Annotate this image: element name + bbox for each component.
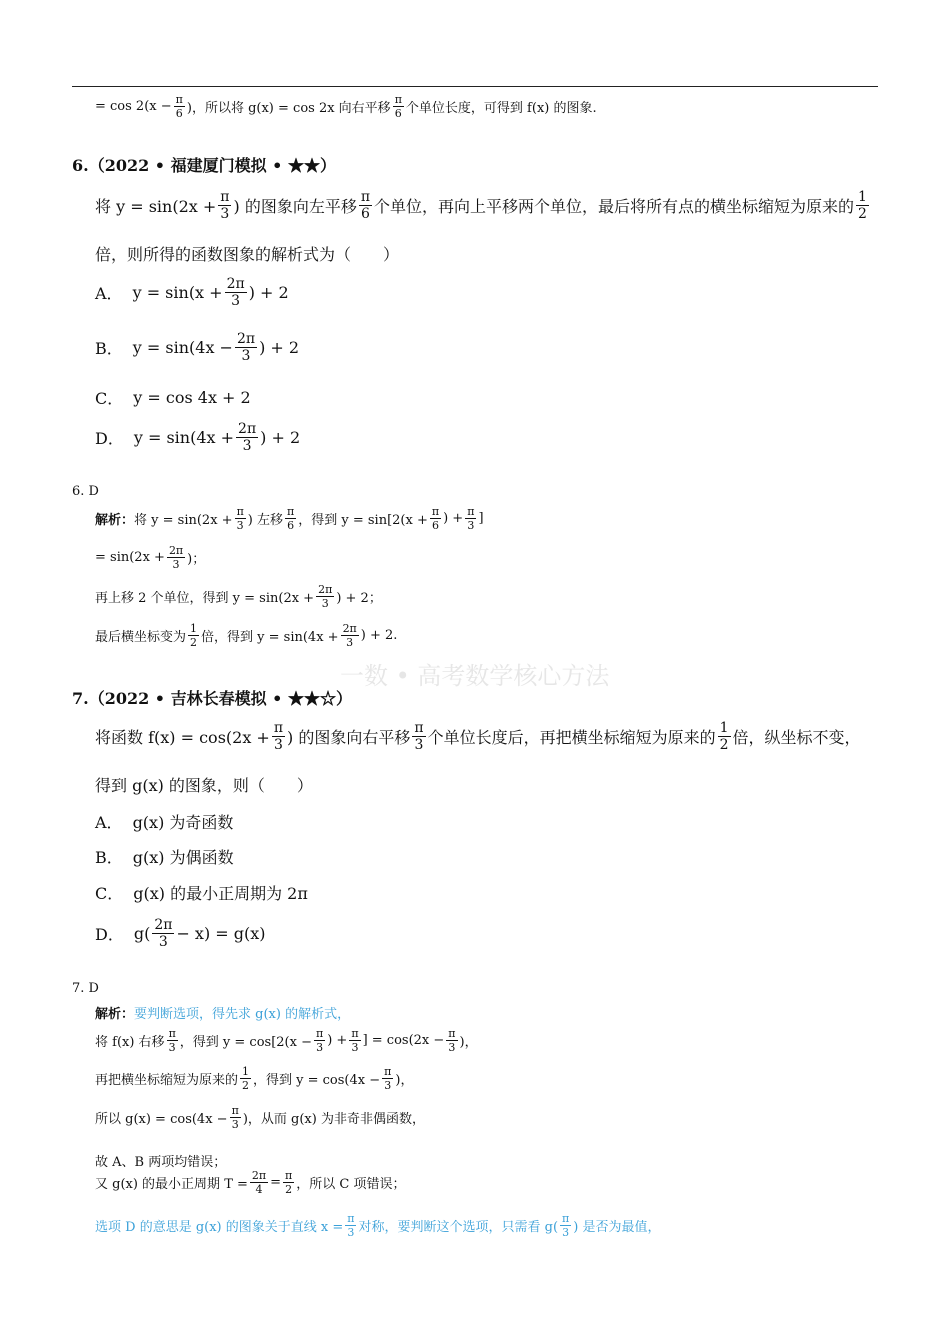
frac-den: 3 <box>346 636 354 649</box>
fraction <box>430 506 441 531</box>
text: y = sin(4x − <box>132 338 233 357</box>
frac-den: 3 <box>242 438 252 454</box>
q7-stem-line2: 得到 g(x) 的图象，则（ ） <box>95 776 313 795</box>
text: ，得到 y = cos[2(x − <box>179 1035 312 1050</box>
fraction <box>167 1028 178 1053</box>
frac-den: 3 <box>231 293 241 309</box>
frac-num: π <box>394 93 402 106</box>
text: g(x) 为奇函数 <box>132 813 234 832</box>
option-label: B． <box>95 848 123 867</box>
text: 个单位，再向上平移两个单位，最后将所有点的横坐标缩短为原来的 <box>374 197 855 216</box>
text: 倍，纵坐标不变， <box>732 728 861 747</box>
text: = sin(2x + <box>95 550 165 565</box>
fraction <box>382 1066 393 1091</box>
text: 倍，得到 y = sin(4x + <box>201 630 339 645</box>
frac-num: 1 <box>719 720 729 736</box>
frac-num: π <box>347 1212 355 1225</box>
text: 将 y = sin(2x + <box>134 513 233 528</box>
frac-num: π <box>220 189 230 205</box>
fraction <box>856 190 869 221</box>
frac-num: 2π <box>154 917 173 933</box>
q6-option-c <box>95 386 251 409</box>
fraction <box>272 721 285 752</box>
frac-num: 2π <box>168 544 184 557</box>
frac-den: 3 <box>316 1041 324 1054</box>
frac-den: 6 <box>394 107 402 120</box>
text: ) + 2 <box>260 428 301 447</box>
text: g(x) 的最小正周期为 2π <box>133 884 308 903</box>
text: y = sin(x + <box>132 283 223 302</box>
frac-num: π <box>236 505 244 518</box>
fraction <box>250 1170 268 1195</box>
text: y = cos 4x + 2 <box>133 388 251 407</box>
frac-den: 3 <box>273 737 283 753</box>
fraction <box>188 623 199 648</box>
text: 再把横坐标缩短为原来的 <box>95 1073 239 1088</box>
solution-label: 解析： <box>95 513 135 528</box>
text: ) + 2 <box>248 283 289 302</box>
frac-den: 3 <box>321 597 329 610</box>
frac-num: 2π <box>236 331 256 347</box>
frac-num: π <box>562 1212 570 1225</box>
frac-den: 3 <box>562 1226 570 1239</box>
option-label: C． <box>95 884 124 903</box>
text: 个单位长度后，再把横坐标缩短为原来的 <box>427 728 716 747</box>
frac-num: π <box>231 1104 239 1117</box>
fraction <box>359 190 372 221</box>
text: ) + 2 <box>259 338 300 357</box>
frac-den: 6 <box>287 519 295 532</box>
frac-den: 3 <box>448 1041 456 1054</box>
frac-num: π <box>285 1169 293 1182</box>
fraction <box>167 545 185 570</box>
top-rule <box>72 86 878 87</box>
frac-den: 6 <box>360 206 370 222</box>
frac-den: 2 <box>242 1079 250 1092</box>
option-label: D． <box>95 925 124 944</box>
fraction <box>285 506 296 531</box>
text: ) 左移 <box>247 513 284 528</box>
q7-option-c <box>95 881 308 904</box>
frac-den: 2 <box>719 737 729 753</box>
frac-num: 2π <box>251 1169 267 1182</box>
frac-den: 3 <box>347 1226 355 1239</box>
q6-option-a <box>95 277 289 308</box>
text: 所以 g(x) = cos(4x − <box>95 1112 228 1127</box>
frac-den: 3 <box>351 1041 359 1054</box>
fraction <box>465 506 476 531</box>
option-label: A． <box>95 284 123 303</box>
fraction <box>412 721 425 752</box>
fraction <box>393 94 404 119</box>
frac-num: 2π <box>238 421 257 437</box>
q6-solution-line3 <box>95 584 382 609</box>
option-label: D． <box>95 429 124 448</box>
text: )， <box>395 1073 414 1088</box>
text: ，得到 y = sin[2(x + <box>298 513 428 528</box>
solution-label: 解析： <box>95 1007 135 1022</box>
watermark: 一数 • 高考数学核心方法 <box>340 662 610 690</box>
frac-den: 3 <box>384 1079 392 1092</box>
fraction <box>240 1066 251 1091</box>
q6-solution-line4 <box>95 623 397 648</box>
q7-solution-line5 <box>95 1170 405 1195</box>
q6-option-b <box>95 332 299 363</box>
text: g( <box>133 924 151 943</box>
q7-solution-line6 <box>95 1213 660 1238</box>
text: )，从而 g(x) 为非奇非偶函数， <box>242 1112 425 1127</box>
q6-solution-line1 <box>95 506 484 531</box>
frac-den: 3 <box>236 519 244 532</box>
text: ) + <box>327 1033 348 1048</box>
fraction <box>225 277 247 308</box>
frac-num: π <box>175 93 183 106</box>
text: ) 的图象向右平移 <box>287 728 411 747</box>
q6-solution-line2 <box>95 545 205 570</box>
fraction <box>235 506 246 531</box>
frac-num: 2π <box>342 622 357 635</box>
text: )， <box>459 1035 478 1050</box>
frac-num: π <box>168 1027 176 1040</box>
fraction <box>236 422 258 453</box>
text: ] = cos(2x − <box>362 1033 445 1048</box>
text: y = sin(4x + <box>133 428 235 447</box>
frac-den: 2 <box>285 1183 293 1196</box>
q7-solution-line4: 故 A、B 两项均错误； <box>95 1155 227 1170</box>
text: ) 是否为最值， <box>573 1220 661 1235</box>
frac-den: 3 <box>168 1041 176 1054</box>
q6-answer: 6. D <box>72 484 99 499</box>
text: ，得到 y = cos(4x − <box>253 1073 381 1088</box>
frac-num: 1 <box>190 622 198 635</box>
frac-num: π <box>431 505 440 518</box>
frac-num: π <box>351 1027 359 1040</box>
frac-num: π <box>467 505 475 518</box>
text: ) + 2. <box>360 628 398 643</box>
frac-den: 3 <box>241 348 251 364</box>
q6-header: 6.（2022 • 福建厦门模拟 • ★★） <box>72 156 336 175</box>
q7-header: 7.（2022 • 吉林长春模拟 • ★★☆） <box>72 689 352 708</box>
fraction <box>314 1028 325 1053</box>
fraction <box>349 1028 360 1053</box>
q6-stem-line1 <box>95 190 871 221</box>
q7-solution-hint <box>95 1003 350 1022</box>
frac-num: π <box>448 1027 456 1040</box>
q6-stem-line2: 倍，则所得的函数图象的解析式为（ ） <box>95 245 400 264</box>
prev-solution-line <box>95 94 597 119</box>
frac-num: 2π <box>318 583 333 596</box>
frac-num: π <box>360 189 371 205</box>
fraction <box>235 332 257 363</box>
text: ] <box>478 511 484 526</box>
fraction <box>560 1213 571 1238</box>
frac-den: 3 <box>414 737 424 753</box>
fraction <box>218 190 231 221</box>
fraction <box>341 623 359 648</box>
text: 最后横坐标变为 <box>95 630 187 645</box>
q7-solution-line1 <box>95 1028 478 1053</box>
q7-solution-line2 <box>95 1066 413 1091</box>
text: − x) = g(x) <box>176 924 266 943</box>
fraction <box>283 1170 294 1195</box>
q7-option-b <box>95 845 234 868</box>
text: 将 f(x) 右移 <box>95 1035 165 1050</box>
option-label: B． <box>95 339 123 358</box>
text: ) + 2； <box>336 591 382 606</box>
frac-den: 3 <box>172 558 180 571</box>
q7-answer: 7. D <box>72 981 99 996</box>
fraction <box>230 1105 241 1130</box>
text: )，所以将 g(x) = cos 2x 向右平移 <box>186 101 391 116</box>
text: 将 y = sin(2x + <box>95 197 217 216</box>
q7-option-a <box>95 810 233 833</box>
text: 个单位长度，可得到 f(x) 的图象. <box>405 101 597 116</box>
frac-num: 1 <box>242 1065 250 1078</box>
text: ) + <box>443 511 464 526</box>
fraction <box>174 94 185 119</box>
text: 又 g(x) 的最小正周期 T = <box>95 1177 248 1192</box>
text: 选项 D 的意思是 g(x) 的图象关于直线 x = <box>95 1220 344 1235</box>
frac-num: π <box>287 505 295 518</box>
option-label: C． <box>95 389 124 408</box>
q7-option-d <box>95 918 266 949</box>
text: 对称，要判断这个选项，只需看 g( <box>358 1220 559 1235</box>
frac-den: 3 <box>467 519 475 532</box>
text: 将函数 f(x) = cos(2x + <box>95 728 270 747</box>
text: 再上移 2 个单位，得到 y = sin(2x + <box>95 591 315 606</box>
text: = cos 2(x − <box>95 99 172 114</box>
fraction <box>152 918 174 949</box>
text: ，所以 C 项错误； <box>296 1177 406 1192</box>
fraction <box>345 1213 356 1238</box>
fraction <box>446 1028 457 1053</box>
frac-den: 3 <box>231 1118 239 1131</box>
text: g(x) 为偶函数 <box>132 848 234 867</box>
option-label: A． <box>95 813 123 832</box>
frac-num: π <box>315 1027 324 1040</box>
frac-den: 6 <box>175 107 183 120</box>
fraction <box>718 721 731 752</box>
text: = <box>270 1175 282 1190</box>
text: ) 的图象向左平移 <box>233 197 357 216</box>
frac-num: π <box>414 720 424 736</box>
frac-num: π <box>384 1065 392 1078</box>
fraction <box>316 584 334 609</box>
frac-den: 6 <box>431 519 439 532</box>
q7-stem-line1 <box>95 721 861 752</box>
frac-den: 2 <box>190 636 198 649</box>
frac-num: 1 <box>858 189 867 205</box>
frac-num: π <box>273 720 284 736</box>
frac-den: 3 <box>158 934 168 950</box>
hint-text: 要判断选项，得先求 g(x) 的解析式， <box>134 1007 351 1022</box>
text: )； <box>187 552 206 567</box>
frac-den: 2 <box>858 206 867 222</box>
frac-num: 2π <box>226 276 245 292</box>
q6-option-d <box>95 422 300 453</box>
frac-den: 3 <box>220 206 230 222</box>
frac-den: 4 <box>255 1183 263 1196</box>
q7-solution-line3 <box>95 1105 425 1130</box>
